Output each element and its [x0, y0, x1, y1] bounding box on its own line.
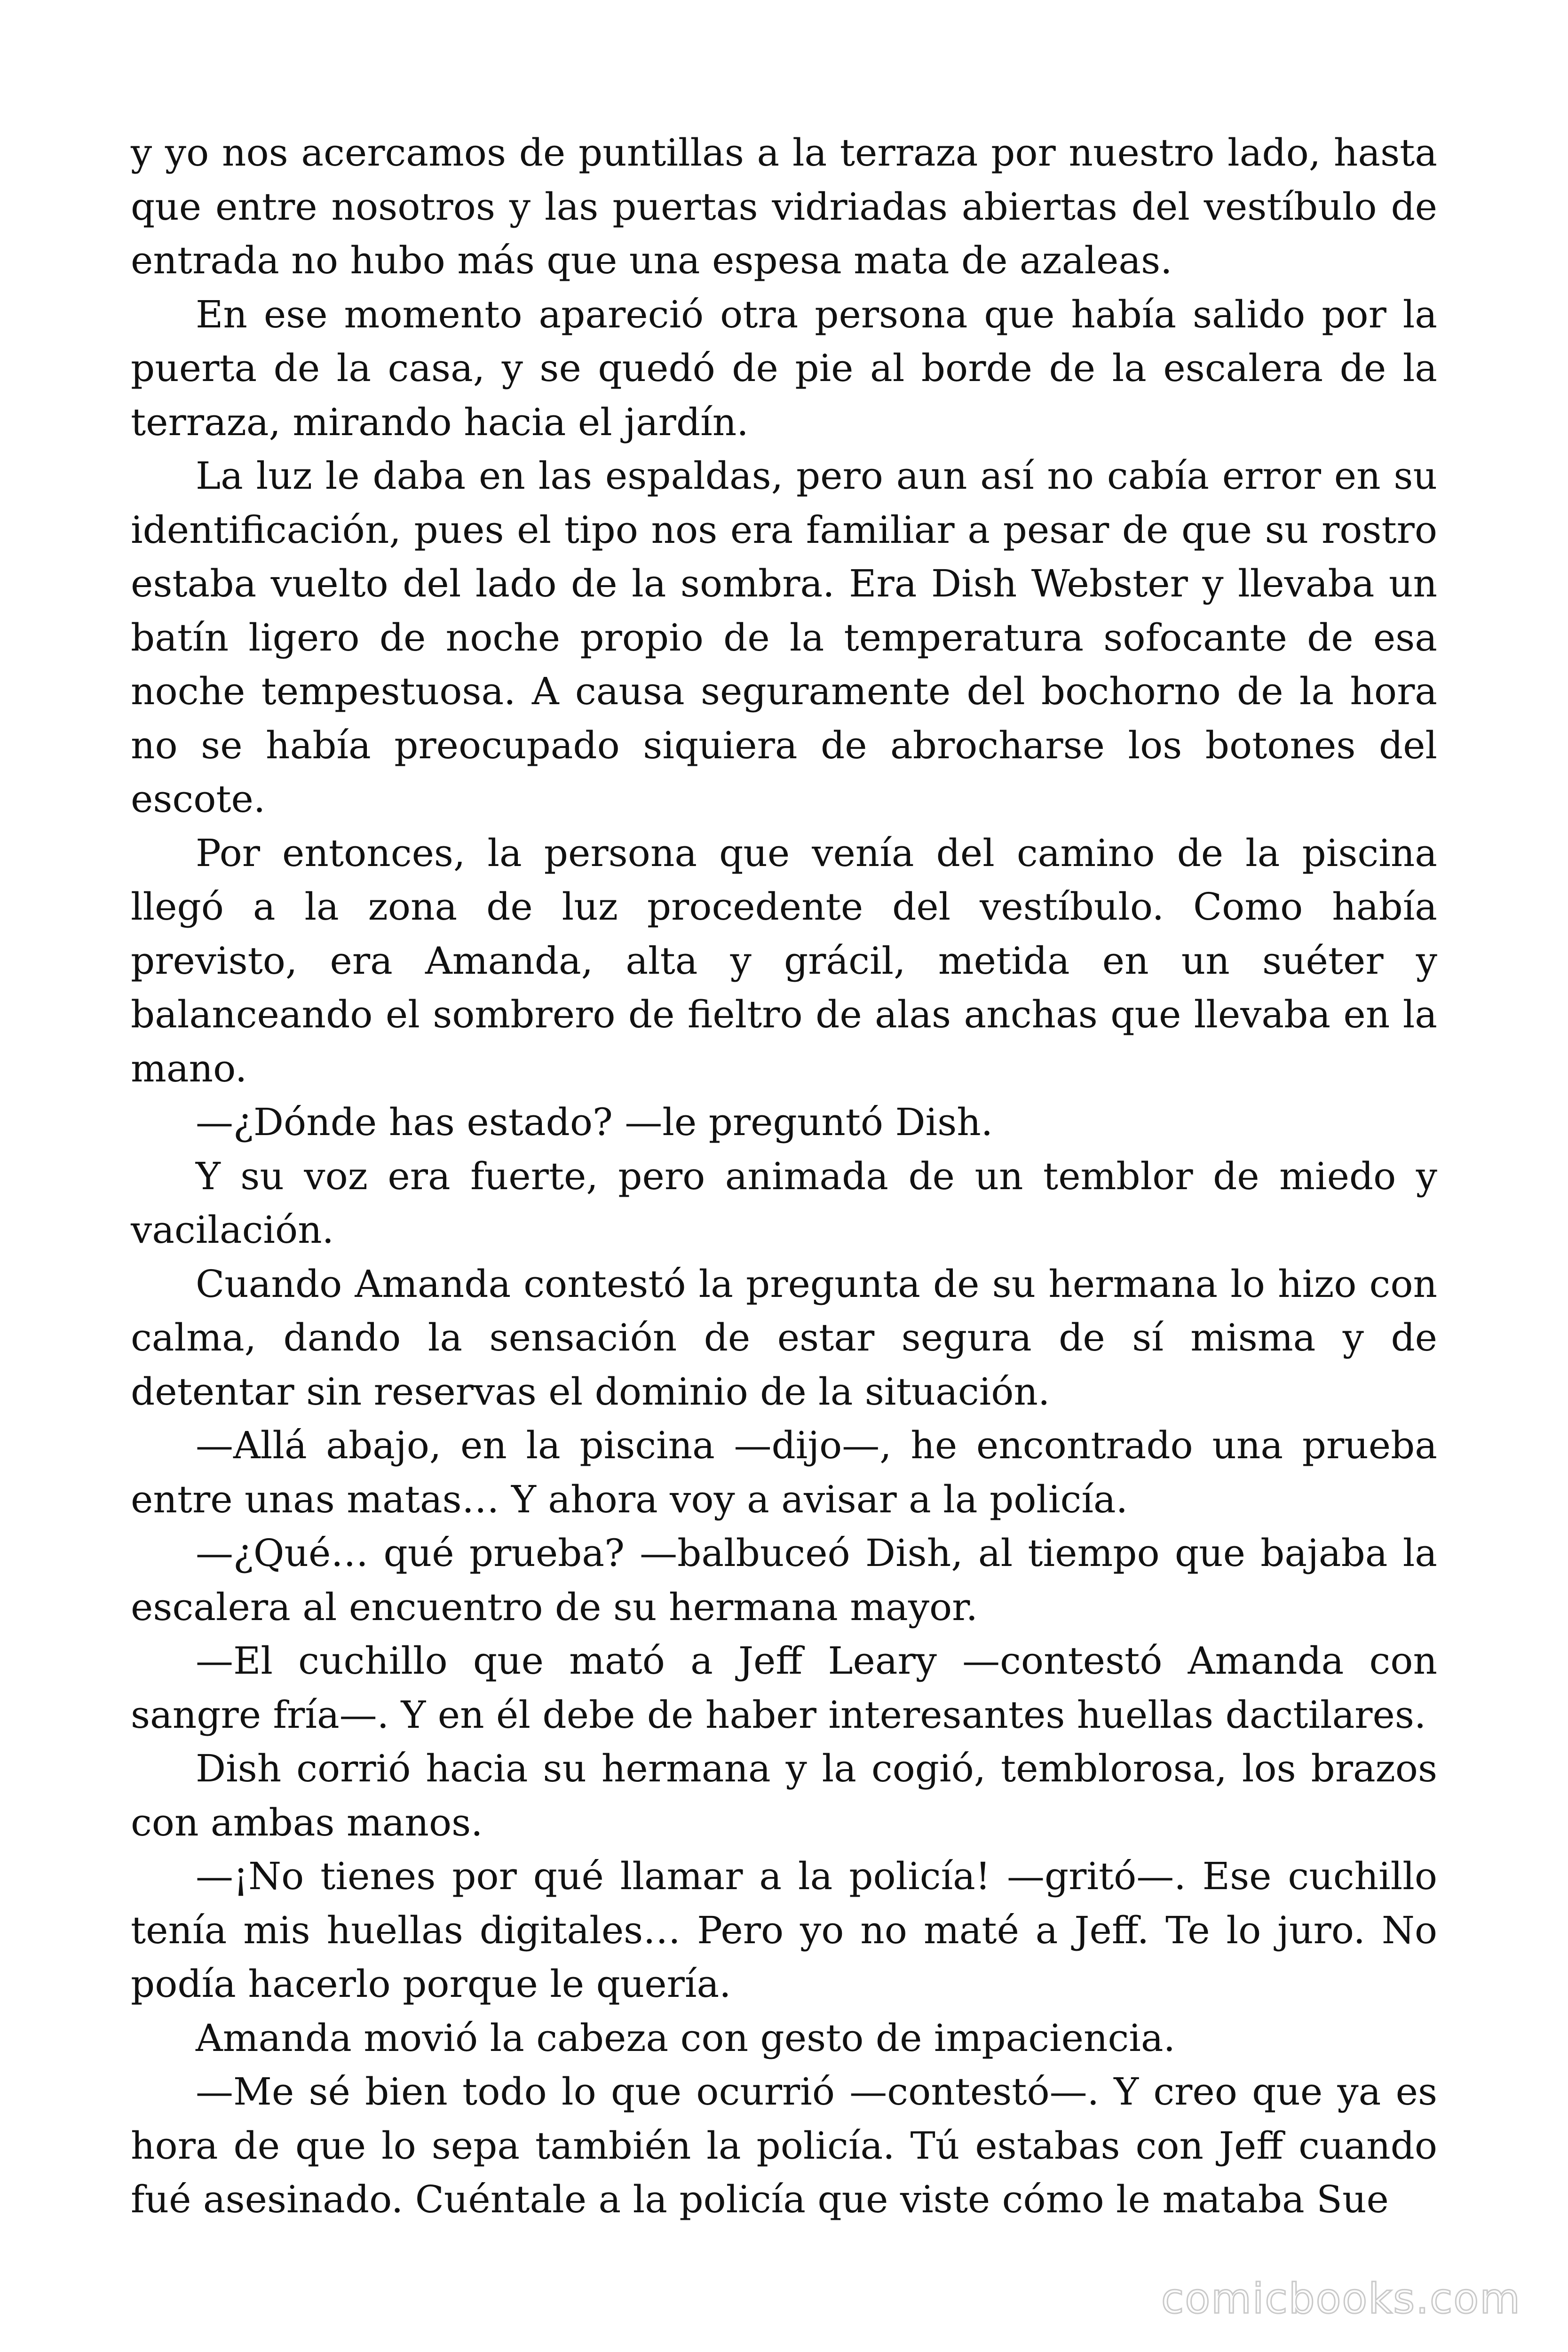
paragraph: Dish corrió hacia su hermana y la cogió, temblorosa, los brazos con ambas manos.: [131, 1747, 1437, 1844]
paragraph: Cuando Amanda contestó la pregunta de su hermana lo hizo con calma, dando la sensación de estar segura de sí misma y de detentar sin reservas el dominio de la situación.: [131, 1262, 1437, 1414]
paragraph: —¡No tienes por qué llamar a la policía! —gritó—. Ese cuchillo tenía mis huellas digitales… Pero yo no maté a Jeff. Te lo juro. No podía hacerlo porque le quería.: [131, 1854, 1437, 2006]
paragraph: —El cuchillo que mató a Jeff Leary —contestó Amanda con sangre fría—. Y en él debe de haber interesantes huellas dactilares.: [131, 1639, 1437, 1737]
paragraph: —Allá abajo, en la piscina —dijo—, he encontrado una prueba entre unas matas… Y ahora voy a avisar a la policía.: [131, 1423, 1437, 1521]
paragraph: En ese momento apareció otra persona que había salido por la puerta de la casa, y se quedó de pie al borde de la escalera de la terraza, mirando hacia el jardín.: [131, 292, 1437, 444]
paragraph: Amanda movió la cabeza con gesto de impaciencia.: [196, 2016, 1176, 2060]
paragraph: Por entonces, la persona que venía del camino de la piscina llegó a la zona de luz procedente del vestíbulo. Como había previsto, era Amanda, alta y grácil, metida en un suéter y balanceando el sombrero de fieltro de alas anchas que llevaba en la mano.: [131, 831, 1437, 1090]
paragraph: —¿Dónde has estado? —le preguntó Dish.: [196, 1100, 993, 1144]
watermark: comicbooks.com: [1161, 2274, 1521, 2323]
paragraph: Y su voz era fuerte, pero animada de un temblor de miedo y vacilación.: [131, 1154, 1437, 1252]
book-page-text: [131, 126, 1437, 2227]
paragraph: y yo nos acercamos de puntillas a la terraza por nuestro lado, hasta que entre nosotros y las puertas vidriadas abiertas del vestíbulo de entrada no hubo más que una espesa mata de azaleas.: [131, 131, 1437, 282]
paragraph: —Me sé bien todo lo que ocurrió —contestó—. Y creo que ya es hora de que lo sepa también la policía. Tú estabas con Jeff cuando fué asesinado. Cuéntale a la policía que viste cómo le mataba Sue: [131, 2070, 1437, 2221]
paragraph: La luz le daba en las espaldas, pero aun así no cabía error en su identificación, pues el tipo nos era familiar a pesar de que su rostro estaba vuelto del lado de la sombra. Era Dish Webster y llevaba un batín ligero de noche propio de la temperatura sofocante de esa noche tempestuosa. A causa seguramente del bochorno de la hora no se había preocupado siquiera de abrocharse los botones del escote.: [131, 454, 1437, 821]
paragraph: —¿Qué… qué prueba? —balbuceó Dish, al tiempo que bajaba la escalera al encuentro de su hermana mayor.: [131, 1531, 1437, 1629]
